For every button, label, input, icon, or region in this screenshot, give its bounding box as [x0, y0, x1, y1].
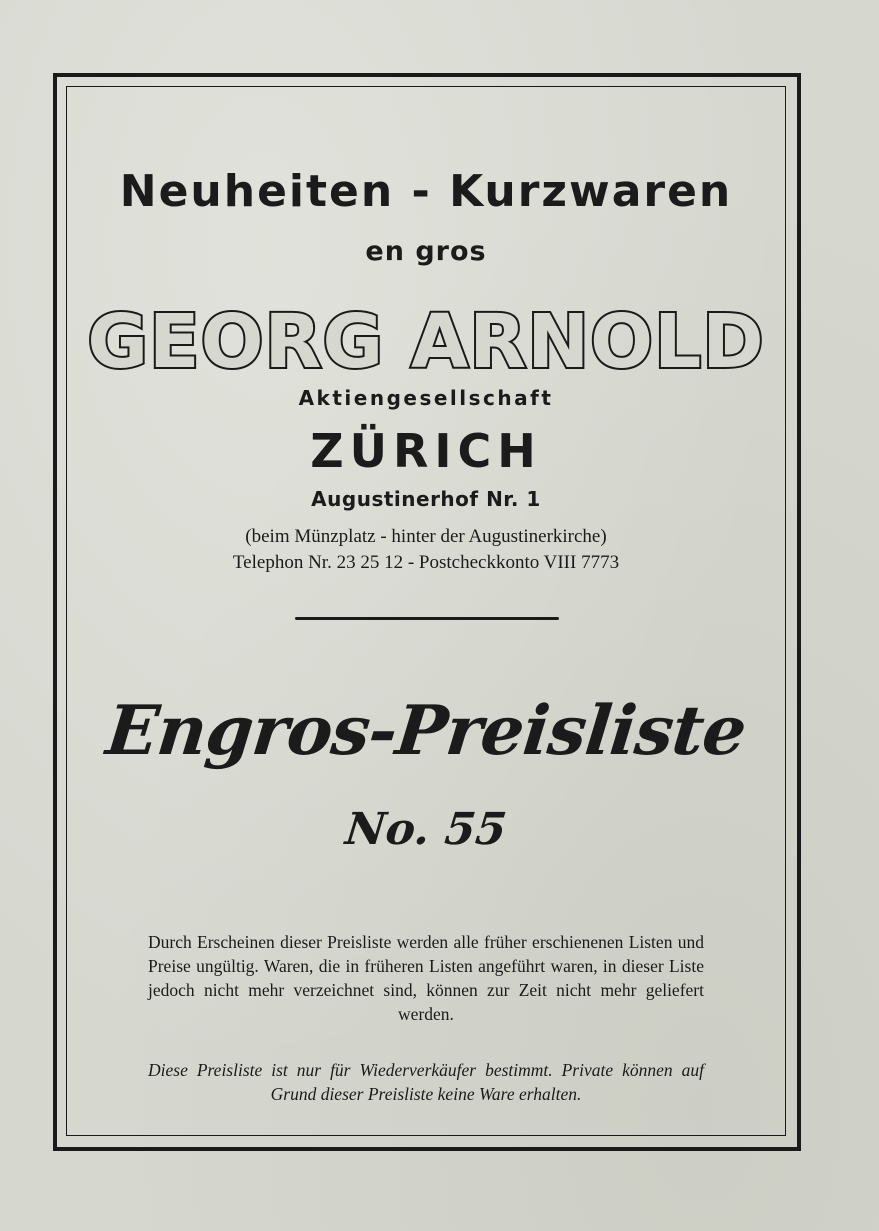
company-type: Aktiengesellschaft — [298, 386, 554, 410]
city: ZÜRICH — [310, 424, 542, 478]
resellers-only-notice: Diese Preisliste ist nur für Wiederverkäufer bestimmt. Private können auf Grund dieser Preisliste keine Ware erhalten. — [148, 1059, 704, 1104]
address: Augustinerhof Nr. 1 — [311, 487, 541, 511]
subheadline: en gros — [365, 236, 487, 267]
cover-content — [66, 86, 786, 1136]
pricelist-number: No. 55 — [342, 804, 510, 855]
divider-rule — [295, 617, 559, 620]
pricelist-title: Engros-Preisliste — [102, 691, 750, 771]
location-note: (beim Münzplatz - hinter der Augustinerkirche) — [245, 526, 607, 547]
company-name: GEORG ARNOLD — [87, 299, 765, 385]
validity-notice: Durch Erscheinen dieser Preisliste werden alle früher erschienenen Listen und Preise ungültig. Waren, die in früheren Listen angeführt waren, in dieser Liste jedoch nicht mehr verzeichnet sind, können zur Zeit nicht mehr geliefert werden. — [148, 931, 704, 1024]
headline: Neuheiten - Kurzwaren — [119, 166, 733, 217]
contact-line: Telephon Nr. 23 25 12 - Postcheckkonto VIII 7773 — [232, 552, 620, 573]
